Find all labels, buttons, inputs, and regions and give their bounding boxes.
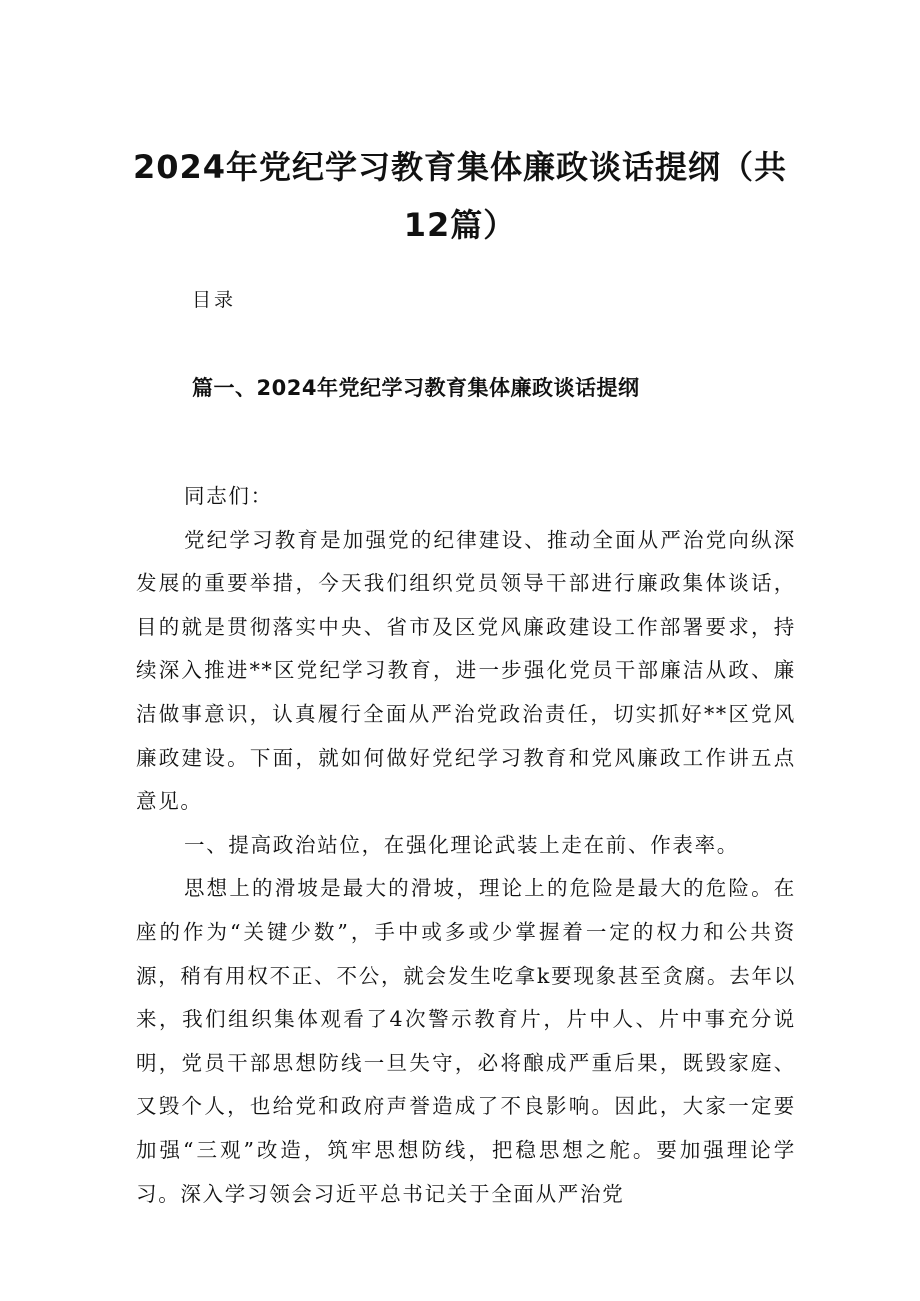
title-line-2: 12篇） xyxy=(403,206,517,244)
paragraph-intro: 党纪学习教育是加强党的纪律建设、推动全面从严治党向纵深发展的重要举措，今天我们组织党员领导干部进行廉政集体谈话，目的就是贯彻落实中央、省市及区党风廉政建设工作部署要求，持续深入推进**区党纪学习教育，进一步强化党员干部廉洁从政、廉洁做事意识，认真履行全面从严治党政治责任，切实抓好**区党风廉政建设。下面，就如何做好党纪学习教育和党风廉政工作讲五点意见。 xyxy=(136,527,796,814)
title-line-1: 2024年党纪学习教育集体廉政谈话提纲（共 xyxy=(132,148,788,186)
document-body xyxy=(136,475,796,1216)
paragraph-section-1: 思想上的滑坡是最大的滑坡，理论上的危险是最大的危险。在座的作为“关键少数”，手中或多或少掌握着一定的权力和公共资源，稍有用权不正、不公，就会发生吃拿k要现象甚至贪腐。去年以来，我们组织集体观看了4次警示教育片，片中人、片中事充分说明，党员干部思想防线一旦失守，必将酿成严重后果，既毁家庭、又毁个人，也给党和政府声誉造成了不良影响。因此，大家一定要加强“三观”改造，筑牢思想防线，把稳思想之舵。要加强理论学习。深入学习领会习近平总书记关于全面从严治党 xyxy=(136,876,796,1206)
document-title xyxy=(120,138,800,254)
section-heading-1: 一、提高政治站位，在强化理论武装上走在前、作表率。 xyxy=(184,832,739,857)
toc-heading: 目录 xyxy=(192,289,237,311)
salutation: 同志们： xyxy=(184,484,273,508)
toc-item[interactable]: 篇一、2024年党纪学习教育集体廉政谈话提纲 xyxy=(192,376,640,400)
